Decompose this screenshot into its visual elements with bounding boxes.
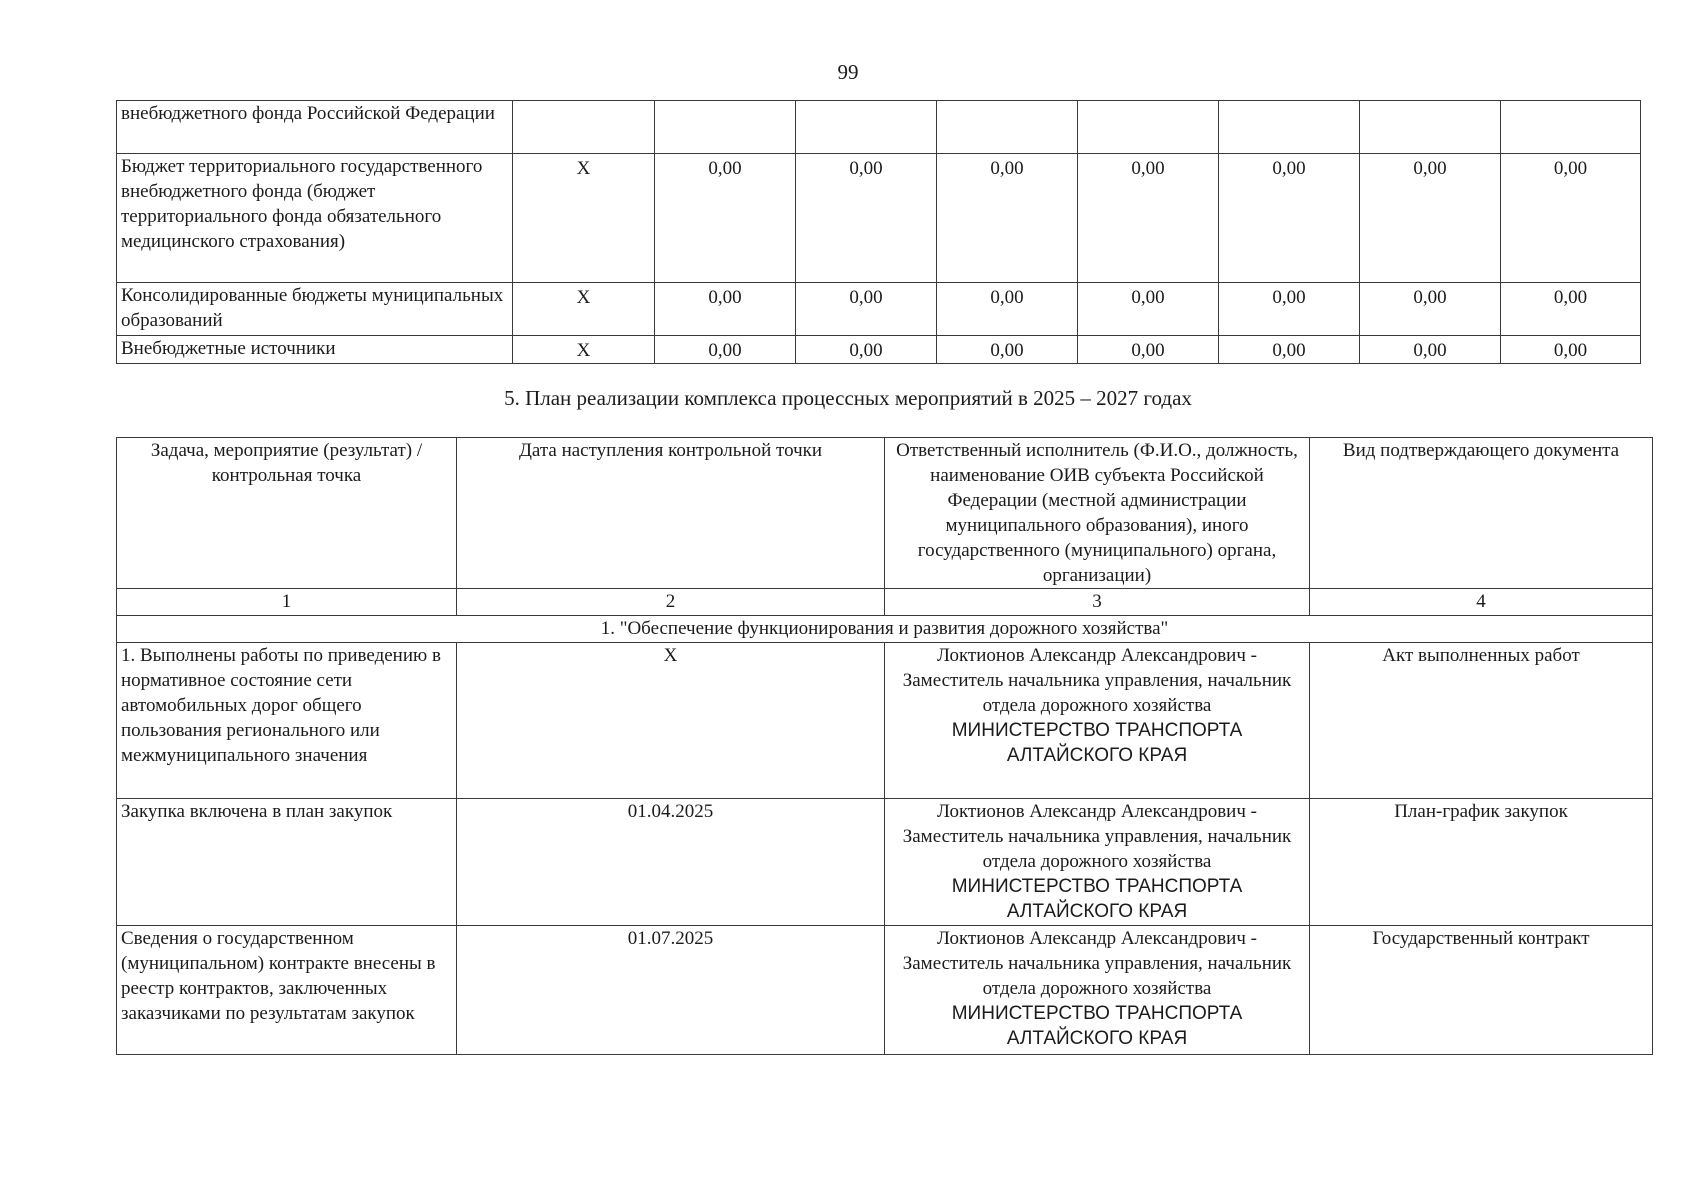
table-cell: 0,00 <box>655 283 796 336</box>
table-row <box>117 926 1653 1055</box>
table-cell: 0,00 <box>796 154 937 283</box>
column-number: 4 <box>1310 589 1653 616</box>
table-cell: 0,00 <box>655 336 796 364</box>
task-cell: Сведения о государственном (муниципальном) контракте внесены в реестр контрактов, заключенных заказчиками по результатам закупок <box>117 926 457 1055</box>
column-header-executor: Ответственный исполнитель (Ф.И.О., должность, наименование ОИВ субъекта Российской Федерации (местной администрации муниципального образования), иного государственного (муниципального) органа, организации) <box>885 438 1310 589</box>
column-header-date: Дата наступления контрольной точки <box>457 438 885 589</box>
table-cell: 0,00 <box>1360 283 1501 336</box>
table-cell: 0,00 <box>1360 336 1501 364</box>
table-cell: 0,00 <box>1501 283 1641 336</box>
table-cell: 0,00 <box>1501 336 1641 364</box>
executor-name: Локтионов Александр Александрович - Заместитель начальника управления, начальник отдела дорожного хозяйства <box>902 801 1292 872</box>
table-header-row <box>117 438 1653 589</box>
column-number-row <box>117 589 1653 616</box>
funding-source: внебюджетного фонда Российской Федерации <box>117 101 513 154</box>
funding-source: Внебюджетные источники <box>117 336 513 364</box>
executor-cell <box>885 799 1310 926</box>
table-cell: 0,00 <box>655 154 796 283</box>
table-row <box>117 336 1641 364</box>
table-cell: 0,00 <box>1219 154 1360 283</box>
table-cell: 0,00 <box>796 283 937 336</box>
table-cell: 0,00 <box>1219 336 1360 364</box>
column-number: 2 <box>457 589 885 616</box>
section-title: 5. План реализации комплекса процессных мероприятий в 2025 – 2027 годах <box>504 386 1192 410</box>
date-cell: 01.07.2025 <box>457 926 885 1055</box>
funding-source: Консолидированные бюджеты муниципальных образований <box>117 283 513 336</box>
executor-cell <box>885 926 1310 1055</box>
executor-name: Локтионов Александр Александрович - Заместитель начальника управления, начальник отдела дорожного хозяйства <box>902 645 1292 716</box>
table-cell: X <box>513 283 655 336</box>
table-cell <box>1078 101 1219 154</box>
table-row <box>117 643 1653 799</box>
document-cell: Акт выполненных работ <box>1310 643 1653 799</box>
table-cell: 0,00 <box>937 154 1078 283</box>
table-cell: 0,00 <box>1501 154 1641 283</box>
table-cell <box>1219 101 1360 154</box>
table-cell: 0,00 <box>1360 154 1501 283</box>
table-cell: 0,00 <box>1078 336 1219 364</box>
page-number: 99 <box>837 60 859 84</box>
funding-source: Бюджет территориального государственного внебюджетного фонда (бюджет территориального фонда обязательного медицинского страхования) <box>117 154 513 283</box>
document-cell: Государственный контракт <box>1310 926 1653 1055</box>
financing-table <box>116 100 1641 364</box>
executor-cell <box>885 643 1310 799</box>
section-row <box>117 616 1653 643</box>
executor-name: Локтионов Александр Александрович - Заместитель начальника управления, начальник отдела дорожного хозяйства <box>902 928 1292 999</box>
table-row <box>117 283 1641 336</box>
document-cell: План-график закупок <box>1310 799 1653 926</box>
table-row <box>117 154 1641 283</box>
table-row <box>117 101 1641 154</box>
column-header-document: Вид подтверждающего документа <box>1310 438 1653 589</box>
table-cell <box>1501 101 1641 154</box>
table-row <box>117 799 1653 926</box>
ministry-name: МИНИСТЕРСТВО ТРАНСПОРТА АЛТАЙСКОГО КРАЯ <box>951 1003 1243 1049</box>
table-cell <box>1360 101 1501 154</box>
column-number: 3 <box>885 589 1310 616</box>
table-cell <box>796 101 937 154</box>
table-cell: 0,00 <box>937 336 1078 364</box>
table-cell: X <box>513 336 655 364</box>
plan-table <box>116 437 1653 1055</box>
table-cell: 0,00 <box>937 283 1078 336</box>
date-cell: 01.04.2025 <box>457 799 885 926</box>
ministry-name: МИНИСТЕРСТВО ТРАНСПОРТА АЛТАЙСКОГО КРАЯ <box>951 720 1243 766</box>
section-row-title: 1. "Обеспечение функционирования и развития дорожного хозяйства" <box>117 616 1653 643</box>
date-cell: X <box>457 643 885 799</box>
column-number: 1 <box>117 589 457 616</box>
table-cell: 0,00 <box>1219 283 1360 336</box>
table-cell: X <box>513 154 655 283</box>
task-cell: 1. Выполнены работы по приведению в нормативное состояние сети автомобильных дорог общего пользования регионального или межмуниципального значения <box>117 643 457 799</box>
table-cell <box>513 101 655 154</box>
task-cell: Закупка включена в план закупок <box>117 799 457 926</box>
table-cell: 0,00 <box>796 336 937 364</box>
ministry-name: МИНИСТЕРСТВО ТРАНСПОРТА АЛТАЙСКОГО КРАЯ <box>951 876 1243 922</box>
table-cell: 0,00 <box>1078 283 1219 336</box>
table-cell <box>655 101 796 154</box>
table-cell: 0,00 <box>1078 154 1219 283</box>
table-cell <box>937 101 1078 154</box>
column-header-task: Задача, мероприятие (результат) / контрольная точка <box>117 438 457 589</box>
